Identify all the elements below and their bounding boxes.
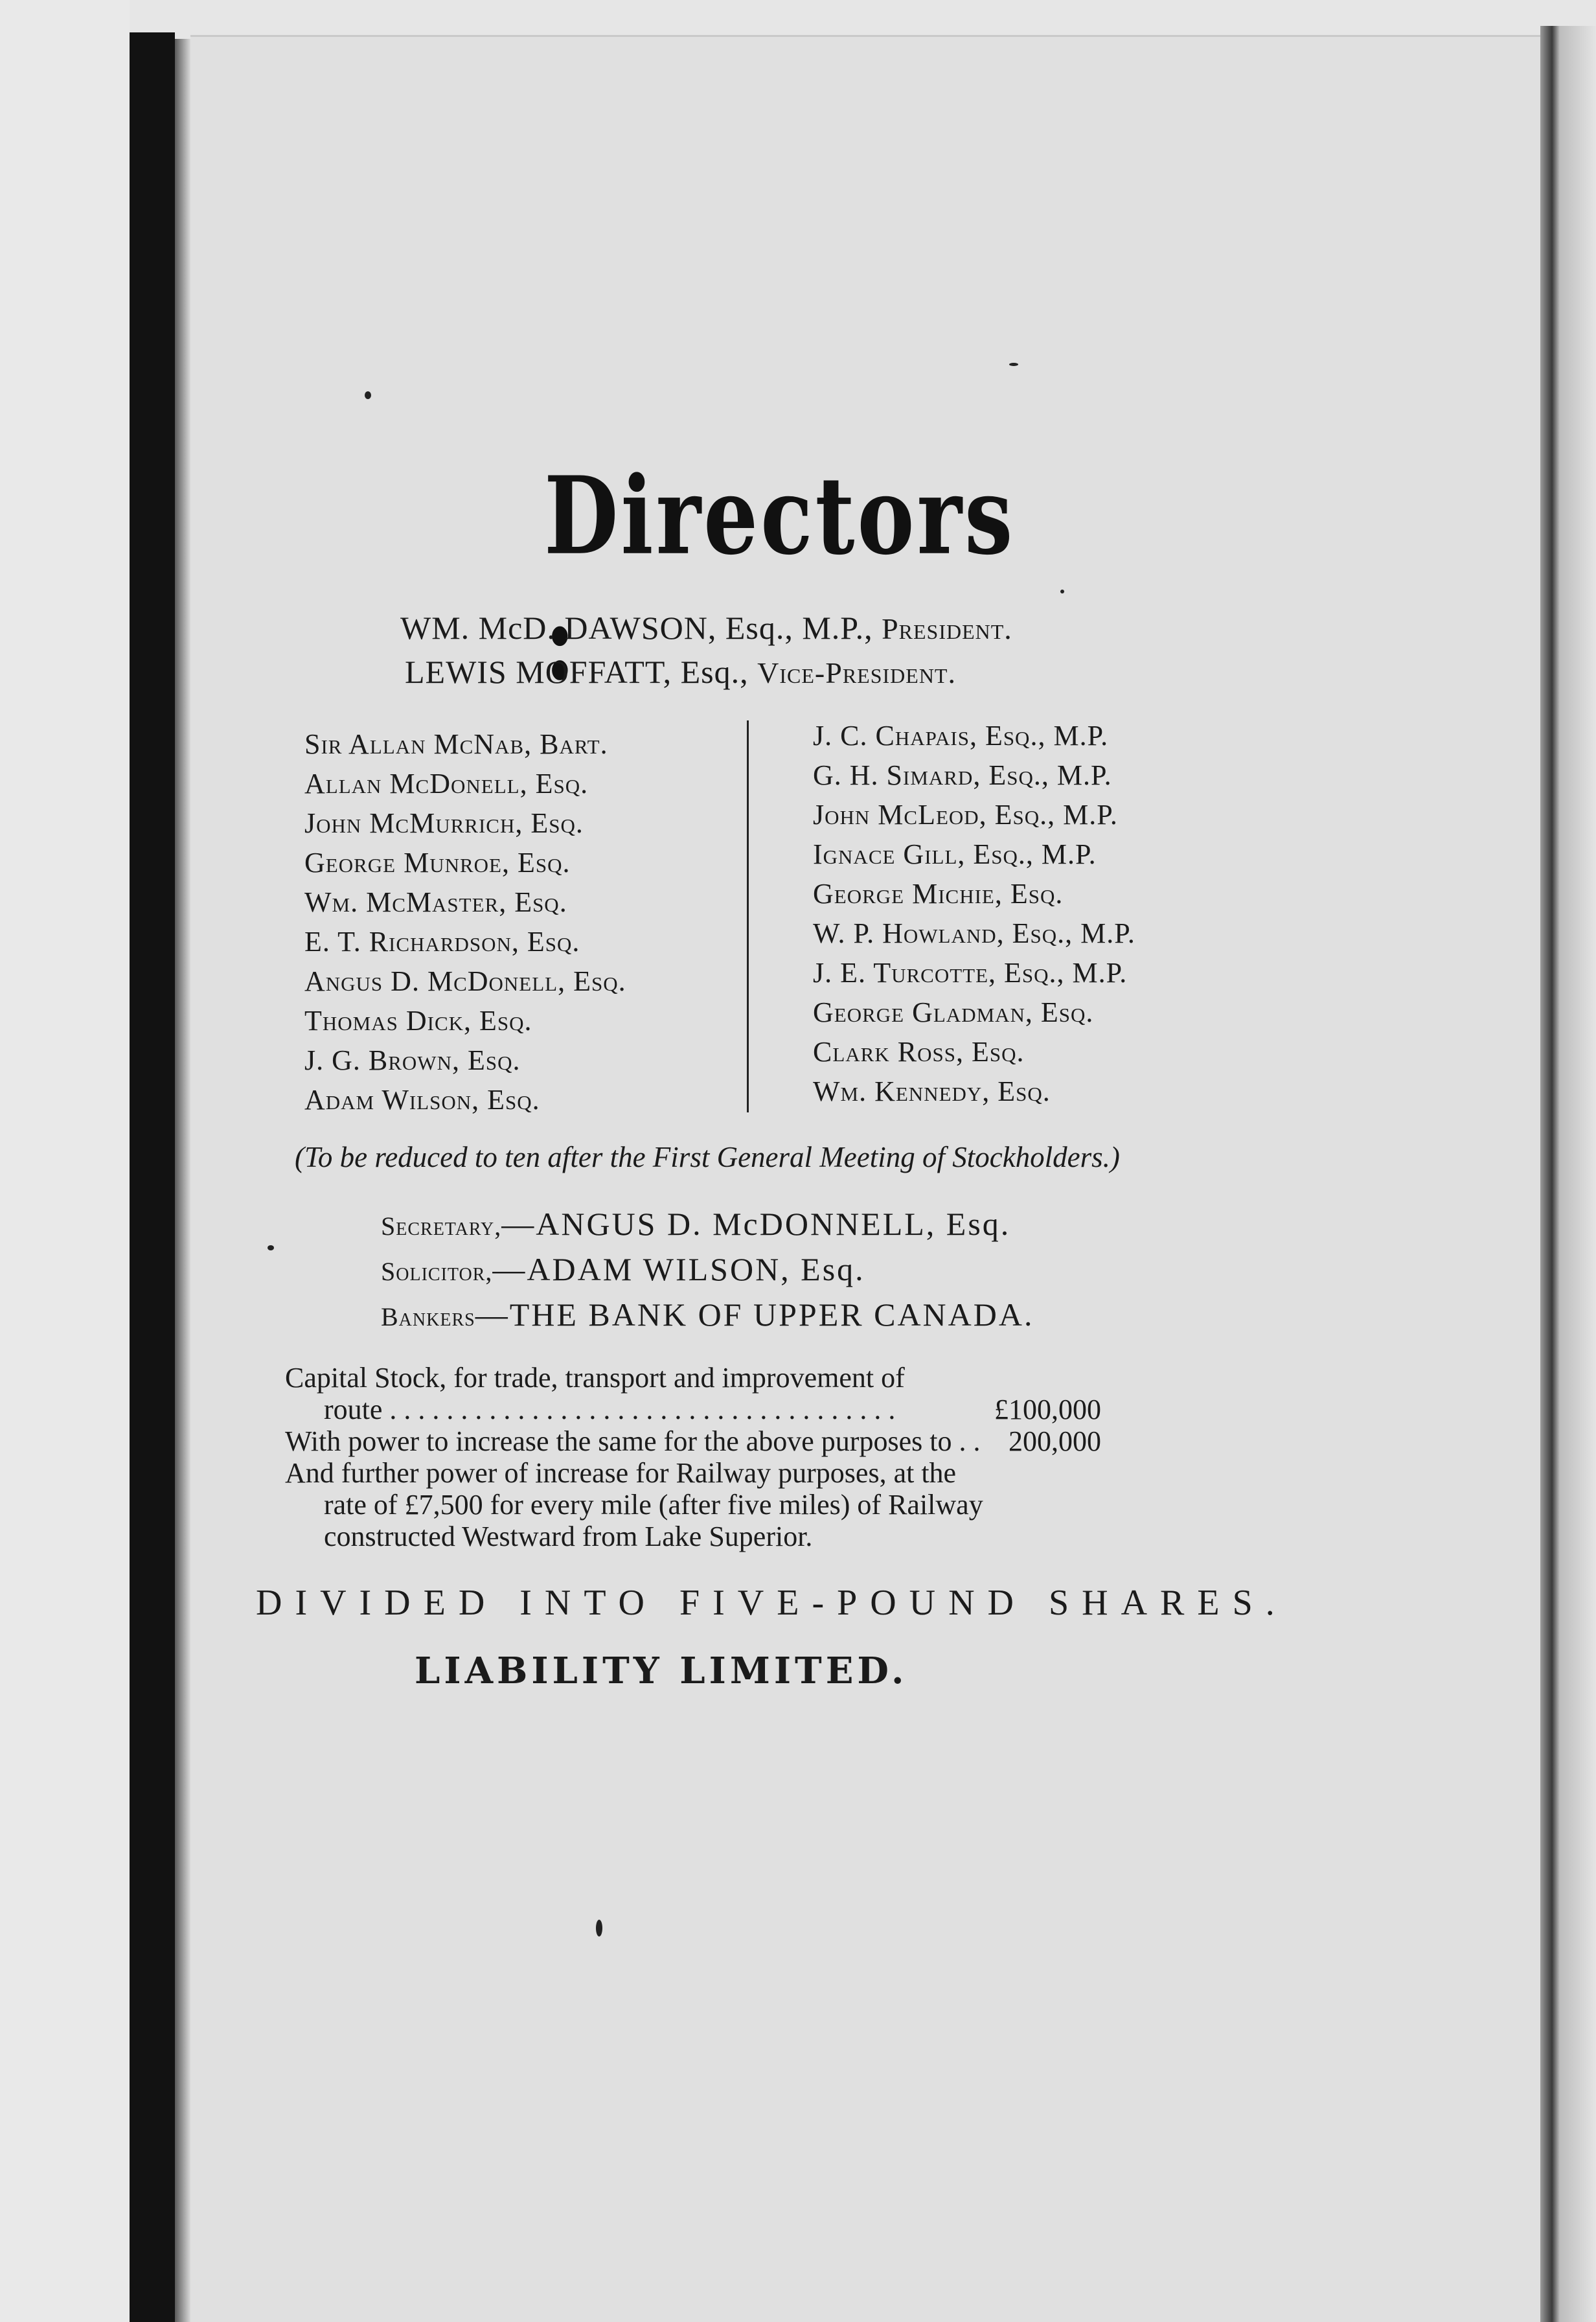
director-name: Wm. McMaster, Esq. [304,886,567,918]
president-role: President. [882,612,1012,645]
director-name: J. C. Chapais, Esq., M.P. [813,720,1109,752]
president-line [400,609,1012,647]
capital-text: constructed Westward from Lake Superior. [324,1521,813,1552]
page-title: Directors : [544,454,1016,705]
ink-speck [1060,590,1064,593]
capital-amount: 200,000 [1009,1425,1101,1457]
director-name: John McMurrich, Esq. [304,807,584,839]
ink-speck [596,1920,602,1937]
shares-statement: DIVIDED INTO FIVE-POUND SHARES. [256,1583,1288,1623]
vice-president-name: LEWIS MOFFATT, Esq., [405,654,749,690]
director-name: J. E. Turcotte, Esq., M.P. [813,957,1128,989]
director-name: E. T. Richardson, Esq. [304,926,580,958]
capital-text: And further power of increase for Railway purposes, at the [285,1457,957,1489]
solicitor-line [381,1250,865,1288]
director-name: John McLeod, Esq., M.P. [813,799,1118,831]
directors-left-column [304,728,626,1123]
ink-speck [268,1245,274,1250]
director-name: Allan McDonell, Esq. [304,768,589,799]
capital-line: route . . . . . . . . . . . . . . . . . . . . . . . . . . . . . . . . . . . . £100,000 [285,1394,1101,1425]
directors-note: (To be reduced to ten after the First General Meeting of Stockholders.) [295,1141,1120,1173]
director-name: George Gladman, Esq. [813,996,1094,1028]
solicitor-role: Solicitor, [381,1257,493,1286]
ink-speck [365,391,371,399]
capital-line [285,1521,1101,1552]
capital-line [285,1489,1101,1521]
page-edge-shadow [1540,26,1596,2322]
director-name: George Michie, Esq. [813,878,1064,910]
vice-president-line [405,653,956,691]
bankers-role: Bankers [381,1302,475,1331]
director-name: G. H. Simard, Esq., M.P. [813,759,1112,791]
director-name: Angus D. McDonell, Esq. [304,965,626,997]
director-name: Clark Ross, Esq. [813,1036,1025,1068]
vice-president-role: Vice-President. [757,656,956,689]
director-name: Sir Allan McNab, Bart. [304,728,608,760]
director-name: W. P. Howland, Esq., M.P. [813,917,1135,949]
capital-amount: £100,000 [994,1394,1101,1425]
capital-stock-block [285,1362,1101,1552]
facing-page-margin [0,0,130,2322]
secretary-role: Secretary, [381,1212,502,1241]
director-name: Wm. Kennedy, Esq. [813,1075,1051,1107]
director-name: J. G. Brown, Esq. [304,1044,521,1076]
bankers-line [381,1296,1034,1333]
director-name: George Munroe, Esq. [304,847,571,879]
liability-statement: LIABILITY LIMITED. [415,1650,908,1692]
capital-text: Capital Stock, for trade, transport and improvement of [285,1362,905,1394]
capital-line [285,1457,1101,1489]
director-name: Adam Wilson, Esq. [304,1084,540,1116]
capital-text: With power to increase the same for the above purposes to . . [285,1425,981,1457]
binding-shadow [175,39,190,2322]
president-name: WM. McD. DAWSON, Esq., M.P., [400,610,873,646]
bankers-name: —THE BANK OF UPPER CANADA. [475,1296,1034,1333]
column-divider [747,720,749,1112]
capital-line [285,1425,1101,1457]
director-name: Thomas Dick, Esq. [304,1005,532,1037]
capital-line [285,1362,1101,1394]
book-binding [130,32,175,2322]
capital-text: route [324,1394,383,1425]
document-page [190,35,1540,2322]
director-name: Ignace Gill, Esq., M.P. [813,838,1097,870]
capital-text: rate of £7,500 for every mile (after five miles) of Railway [324,1489,983,1521]
directors-right-column [813,719,1135,1114]
ink-speck [1009,363,1018,366]
secretary-name: —ANGUS D. McDONNELL, Esq. [501,1206,1011,1242]
secretary-line [381,1205,1010,1243]
solicitor-name: —ADAM WILSON, Esq. [492,1251,865,1287]
